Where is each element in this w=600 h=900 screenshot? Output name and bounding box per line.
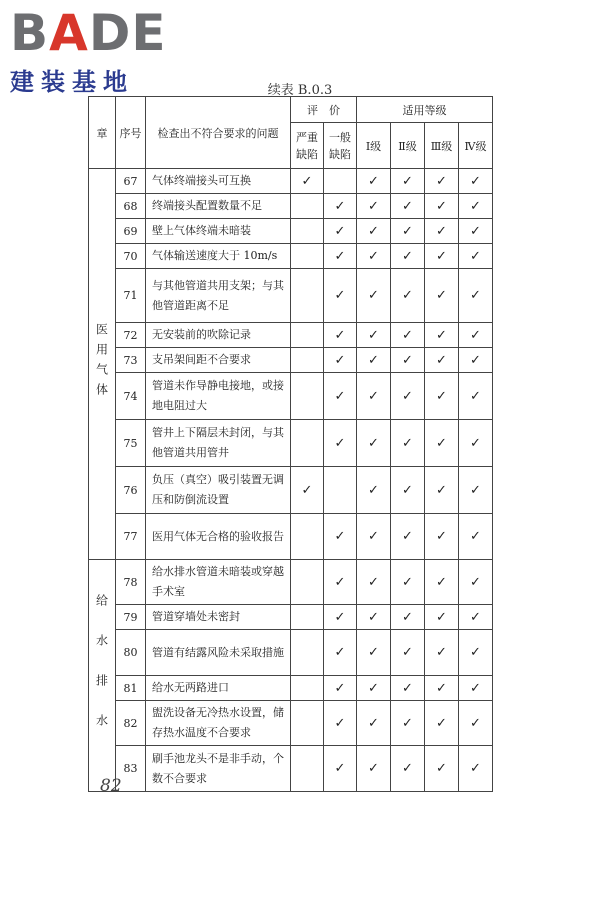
severe-cell bbox=[291, 244, 324, 269]
table-row bbox=[89, 219, 493, 244]
issue-text: 管道穿墙处未密封 bbox=[146, 605, 291, 630]
grade-4-cell bbox=[459, 630, 493, 676]
grade-2-cell bbox=[391, 630, 425, 676]
check-mark-icon: ✓ bbox=[470, 248, 481, 264]
check-mark-icon: ✓ bbox=[470, 529, 481, 544]
grade-3-cell bbox=[425, 194, 459, 219]
severe-cell bbox=[291, 746, 324, 792]
header-grade-2: Ⅱ级 bbox=[391, 123, 425, 169]
grade-4-cell bbox=[459, 194, 493, 219]
severe-cell bbox=[291, 701, 324, 746]
header-issue: 检查出不符合要求的问题 bbox=[146, 97, 291, 169]
check-mark-icon: ✓ bbox=[402, 574, 413, 590]
check-mark-icon: ✓ bbox=[368, 248, 379, 264]
check-mark-icon: ✓ bbox=[402, 388, 413, 404]
table-row bbox=[89, 373, 493, 420]
grade-2-cell bbox=[391, 219, 425, 244]
check-mark-icon: ✓ bbox=[301, 173, 313, 189]
row-number: 79 bbox=[116, 605, 146, 630]
chapter-label: 给水排水 bbox=[94, 594, 109, 754]
severe-cell bbox=[291, 269, 324, 323]
check-mark-icon: ✓ bbox=[436, 327, 447, 343]
table-row bbox=[89, 323, 493, 348]
grade-2-cell bbox=[391, 605, 425, 630]
general-cell bbox=[324, 746, 357, 792]
issue-text: 医用气体无合格的验收报告 bbox=[146, 514, 291, 560]
check-mark-icon: ✓ bbox=[334, 435, 346, 451]
check-mark-icon: ✓ bbox=[334, 645, 346, 660]
general-cell bbox=[324, 701, 357, 746]
grade-4-cell bbox=[459, 467, 493, 514]
check-mark-icon: ✓ bbox=[436, 435, 447, 451]
row-number: 70 bbox=[116, 244, 146, 269]
check-mark-icon: ✓ bbox=[402, 482, 413, 498]
severe-cell bbox=[291, 194, 324, 219]
check-mark-icon: ✓ bbox=[436, 761, 447, 776]
grade-3-cell bbox=[425, 169, 459, 194]
grade-1-cell bbox=[357, 373, 391, 420]
grade-4-cell bbox=[459, 373, 493, 420]
check-mark-icon: ✓ bbox=[334, 761, 346, 776]
grade-4-cell bbox=[459, 514, 493, 560]
grade-1-cell bbox=[357, 323, 391, 348]
header-chapter: 章 bbox=[89, 97, 116, 169]
check-mark-icon: ✓ bbox=[470, 352, 481, 368]
check-mark-icon: ✓ bbox=[402, 198, 413, 214]
check-mark-icon: ✓ bbox=[368, 388, 379, 404]
table-row bbox=[89, 746, 493, 792]
check-mark-icon: ✓ bbox=[334, 352, 346, 368]
grade-4-cell bbox=[459, 746, 493, 792]
severe-cell bbox=[291, 373, 324, 420]
grade-4-cell bbox=[459, 219, 493, 244]
general-cell bbox=[324, 560, 357, 605]
table-row bbox=[89, 630, 493, 676]
check-mark-icon: ✓ bbox=[470, 482, 481, 498]
grade-4-cell bbox=[459, 420, 493, 467]
table-row bbox=[89, 420, 493, 467]
row-number: 73 bbox=[116, 348, 146, 373]
row-number: 72 bbox=[116, 323, 146, 348]
issue-text: 支吊架间距不合要求 bbox=[146, 348, 291, 373]
check-mark-icon: ✓ bbox=[436, 248, 447, 264]
check-mark-icon: ✓ bbox=[470, 645, 481, 660]
grade-1-cell bbox=[357, 467, 391, 514]
check-mark-icon: ✓ bbox=[470, 761, 481, 776]
row-number: 75 bbox=[116, 420, 146, 467]
table-row bbox=[89, 169, 493, 194]
check-mark-icon: ✓ bbox=[334, 609, 346, 625]
row-number: 68 bbox=[116, 194, 146, 219]
check-mark-icon: ✓ bbox=[368, 435, 379, 451]
check-mark-icon: ✓ bbox=[368, 715, 379, 731]
check-mark-icon: ✓ bbox=[436, 352, 447, 368]
general-cell bbox=[324, 676, 357, 701]
general-cell bbox=[324, 420, 357, 467]
row-number: 78 bbox=[116, 560, 146, 605]
row-number: 81 bbox=[116, 676, 146, 701]
grade-3-cell bbox=[425, 676, 459, 701]
check-mark-icon: ✓ bbox=[470, 173, 481, 189]
check-mark-icon: ✓ bbox=[402, 327, 413, 343]
general-cell bbox=[324, 194, 357, 219]
grade-4-cell bbox=[459, 560, 493, 605]
table-row bbox=[89, 676, 493, 701]
check-mark-icon: ✓ bbox=[436, 173, 447, 189]
grade-3-cell bbox=[425, 323, 459, 348]
grade-2-cell bbox=[391, 514, 425, 560]
general-cell bbox=[324, 514, 357, 560]
issue-text: 刷手池龙头不是非手动，个数不合要求 bbox=[146, 746, 291, 792]
severe-cell bbox=[291, 169, 324, 194]
logo-accent: A bbox=[49, 4, 89, 62]
grade-3-cell bbox=[425, 269, 459, 323]
grade-4-cell bbox=[459, 269, 493, 323]
grade-2-cell bbox=[391, 323, 425, 348]
grade-2-cell bbox=[391, 467, 425, 514]
general-cell bbox=[324, 373, 357, 420]
check-mark-icon: ✓ bbox=[436, 388, 447, 404]
table-row bbox=[89, 194, 493, 219]
grade-2-cell bbox=[391, 560, 425, 605]
grade-3-cell bbox=[425, 605, 459, 630]
check-mark-icon: ✓ bbox=[334, 288, 346, 303]
check-mark-icon: ✓ bbox=[402, 609, 413, 625]
check-mark-icon: ✓ bbox=[334, 574, 346, 590]
severe-cell bbox=[291, 323, 324, 348]
grade-3-cell bbox=[425, 244, 459, 269]
check-mark-icon: ✓ bbox=[334, 680, 346, 696]
check-mark-icon: ✓ bbox=[368, 761, 379, 776]
general-cell bbox=[324, 269, 357, 323]
issue-text: 负压（真空）吸引装置无调压和防倒流设置 bbox=[146, 467, 291, 514]
grade-4-cell bbox=[459, 169, 493, 194]
check-mark-icon: ✓ bbox=[402, 288, 413, 303]
grade-2-cell bbox=[391, 746, 425, 792]
grade-1-cell bbox=[357, 194, 391, 219]
check-mark-icon: ✓ bbox=[301, 482, 313, 498]
table-body bbox=[89, 169, 493, 792]
issue-text: 气体输送速度大于 10m/s bbox=[146, 244, 291, 269]
chapter-label: 医用气体 bbox=[94, 322, 109, 403]
table-row bbox=[89, 269, 493, 323]
page-number: 82 bbox=[100, 776, 122, 796]
check-mark-icon: ✓ bbox=[470, 198, 481, 214]
issue-text: 给水无两路进口 bbox=[146, 676, 291, 701]
check-mark-icon: ✓ bbox=[334, 388, 346, 404]
issue-text: 与其他管道共用支架；与其他管道距离不足 bbox=[146, 269, 291, 323]
check-mark-icon: ✓ bbox=[368, 352, 379, 368]
issue-text: 管道有结露风险未采取措施 bbox=[146, 630, 291, 676]
grade-2-cell bbox=[391, 244, 425, 269]
logo-prefix: B bbox=[10, 4, 50, 62]
check-mark-icon: ✓ bbox=[402, 173, 413, 189]
issue-text: 无安装前的吹除记录 bbox=[146, 323, 291, 348]
severe-cell bbox=[291, 467, 324, 514]
check-mark-icon: ✓ bbox=[402, 248, 413, 264]
check-mark-icon: ✓ bbox=[470, 680, 481, 696]
check-mark-icon: ✓ bbox=[470, 715, 481, 731]
grade-4-cell bbox=[459, 348, 493, 373]
grade-1-cell bbox=[357, 676, 391, 701]
check-mark-icon: ✓ bbox=[402, 435, 413, 451]
table-row bbox=[89, 244, 493, 269]
header-grade-1: Ⅰ级 bbox=[357, 123, 391, 169]
table-row bbox=[89, 467, 493, 514]
grade-3-cell bbox=[425, 514, 459, 560]
grade-1-cell bbox=[357, 560, 391, 605]
check-mark-icon: ✓ bbox=[436, 482, 447, 498]
severe-cell bbox=[291, 348, 324, 373]
check-mark-icon: ✓ bbox=[470, 609, 481, 625]
issue-text: 管井上下隔层未封闭，与其他管道共用管井 bbox=[146, 420, 291, 467]
check-mark-icon: ✓ bbox=[334, 327, 346, 343]
check-mark-icon: ✓ bbox=[436, 715, 447, 731]
inspection-table bbox=[88, 96, 493, 792]
severe-cell bbox=[291, 676, 324, 701]
general-cell bbox=[324, 244, 357, 269]
check-mark-icon: ✓ bbox=[368, 327, 379, 343]
check-mark-icon: ✓ bbox=[436, 198, 447, 214]
issue-text: 盥洗设备无冷热水设置，储存热水温度不合要求 bbox=[146, 701, 291, 746]
logo-subtitle: 建装基地 bbox=[10, 68, 134, 96]
grade-1-cell bbox=[357, 348, 391, 373]
check-mark-icon: ✓ bbox=[334, 248, 346, 264]
grade-3-cell bbox=[425, 420, 459, 467]
check-mark-icon: ✓ bbox=[436, 645, 447, 660]
severe-cell bbox=[291, 514, 324, 560]
check-mark-icon: ✓ bbox=[402, 645, 413, 660]
header-grade-3: Ⅲ级 bbox=[425, 123, 459, 169]
grade-1-cell bbox=[357, 746, 391, 792]
check-mark-icon: ✓ bbox=[470, 435, 481, 451]
issue-text: 给水排水管道未暗装或穿越手术室 bbox=[146, 560, 291, 605]
grade-4-cell bbox=[459, 244, 493, 269]
grade-3-cell bbox=[425, 560, 459, 605]
grade-1-cell bbox=[357, 420, 391, 467]
chapter-cell bbox=[89, 169, 116, 560]
severe-cell bbox=[291, 630, 324, 676]
check-mark-icon: ✓ bbox=[402, 680, 413, 696]
severe-cell bbox=[291, 219, 324, 244]
check-mark-icon: ✓ bbox=[436, 574, 447, 590]
grade-2-cell bbox=[391, 194, 425, 219]
check-mark-icon: ✓ bbox=[334, 223, 346, 239]
table-row bbox=[89, 605, 493, 630]
check-mark-icon: ✓ bbox=[470, 327, 481, 343]
grade-2-cell bbox=[391, 169, 425, 194]
check-mark-icon: ✓ bbox=[368, 288, 379, 303]
grade-2-cell bbox=[391, 701, 425, 746]
severe-cell bbox=[291, 605, 324, 630]
general-cell bbox=[324, 169, 357, 194]
grade-4-cell bbox=[459, 701, 493, 746]
check-mark-icon: ✓ bbox=[368, 645, 379, 660]
grade-3-cell bbox=[425, 467, 459, 514]
issue-text: 气体终端接头可互换 bbox=[146, 169, 291, 194]
check-mark-icon: ✓ bbox=[470, 388, 481, 404]
general-cell bbox=[324, 630, 357, 676]
row-number: 67 bbox=[116, 169, 146, 194]
grade-3-cell bbox=[425, 348, 459, 373]
grade-3-cell bbox=[425, 219, 459, 244]
grade-4-cell bbox=[459, 323, 493, 348]
check-mark-icon: ✓ bbox=[402, 715, 413, 731]
general-cell bbox=[324, 323, 357, 348]
grade-2-cell bbox=[391, 676, 425, 701]
header-severe: 严重缺陷 bbox=[291, 123, 324, 169]
grade-4-cell bbox=[459, 605, 493, 630]
row-number: 74 bbox=[116, 373, 146, 420]
general-cell bbox=[324, 219, 357, 244]
general-cell bbox=[324, 348, 357, 373]
issue-text: 管道未作导静电接地，或接地电阻过大 bbox=[146, 373, 291, 420]
check-mark-icon: ✓ bbox=[436, 288, 447, 303]
row-number: 77 bbox=[116, 514, 146, 560]
check-mark-icon: ✓ bbox=[470, 288, 481, 303]
severe-cell bbox=[291, 560, 324, 605]
grade-1-cell bbox=[357, 630, 391, 676]
issue-text: 终端接头配置数量不足 bbox=[146, 194, 291, 219]
grade-2-cell bbox=[391, 269, 425, 323]
severe-cell bbox=[291, 420, 324, 467]
grade-2-cell bbox=[391, 373, 425, 420]
grade-1-cell bbox=[357, 605, 391, 630]
row-number: 71 bbox=[116, 269, 146, 323]
check-mark-icon: ✓ bbox=[436, 223, 447, 239]
grade-2-cell bbox=[391, 420, 425, 467]
table-row bbox=[89, 701, 493, 746]
grade-1-cell bbox=[357, 169, 391, 194]
table-row bbox=[89, 514, 493, 560]
check-mark-icon: ✓ bbox=[436, 609, 447, 625]
logo-mark bbox=[10, 6, 180, 60]
check-mark-icon: ✓ bbox=[368, 173, 379, 189]
check-mark-icon: ✓ bbox=[368, 482, 379, 498]
check-mark-icon: ✓ bbox=[368, 223, 379, 239]
grade-1-cell bbox=[357, 514, 391, 560]
header-evaluation: 评 价 bbox=[291, 97, 357, 123]
chapter-cell bbox=[89, 560, 116, 792]
table-row bbox=[89, 348, 493, 373]
grade-2-cell bbox=[391, 348, 425, 373]
general-cell bbox=[324, 605, 357, 630]
general-cell bbox=[324, 467, 357, 514]
row-number: 76 bbox=[116, 467, 146, 514]
header-no: 序号 bbox=[116, 97, 146, 169]
table-row bbox=[89, 560, 493, 605]
row-number: 83 bbox=[116, 746, 146, 792]
check-mark-icon: ✓ bbox=[368, 529, 379, 544]
check-mark-icon: ✓ bbox=[436, 680, 447, 696]
header-grades: 适用等级 bbox=[357, 97, 493, 123]
check-mark-icon: ✓ bbox=[436, 529, 447, 544]
grade-4-cell bbox=[459, 676, 493, 701]
grade-1-cell bbox=[357, 244, 391, 269]
table-caption: 续表 B.0.3 bbox=[267, 83, 333, 98]
check-mark-icon: ✓ bbox=[470, 223, 481, 239]
grade-3-cell bbox=[425, 630, 459, 676]
check-mark-icon: ✓ bbox=[470, 574, 481, 590]
check-mark-icon: ✓ bbox=[368, 198, 379, 214]
header-grade-4: Ⅳ级 bbox=[459, 123, 493, 169]
header-general: 一般缺陷 bbox=[324, 123, 357, 169]
check-mark-icon: ✓ bbox=[334, 529, 346, 544]
row-number: 69 bbox=[116, 219, 146, 244]
check-mark-icon: ✓ bbox=[334, 715, 346, 731]
logo-suffix: DE bbox=[88, 4, 167, 62]
grade-1-cell bbox=[357, 269, 391, 323]
grade-1-cell bbox=[357, 219, 391, 244]
issue-text: 壁上气体终端未暗装 bbox=[146, 219, 291, 244]
check-mark-icon: ✓ bbox=[402, 529, 413, 544]
row-number: 80 bbox=[116, 630, 146, 676]
check-mark-icon: ✓ bbox=[368, 609, 379, 625]
grade-1-cell bbox=[357, 701, 391, 746]
check-mark-icon: ✓ bbox=[368, 680, 379, 696]
check-mark-icon: ✓ bbox=[402, 761, 413, 776]
check-mark-icon: ✓ bbox=[402, 352, 413, 368]
row-number: 82 bbox=[116, 701, 146, 746]
check-mark-icon: ✓ bbox=[334, 198, 346, 214]
check-mark-icon: ✓ bbox=[402, 223, 413, 239]
grade-3-cell bbox=[425, 373, 459, 420]
grade-3-cell bbox=[425, 701, 459, 746]
check-mark-icon: ✓ bbox=[368, 574, 379, 590]
grade-3-cell bbox=[425, 746, 459, 792]
